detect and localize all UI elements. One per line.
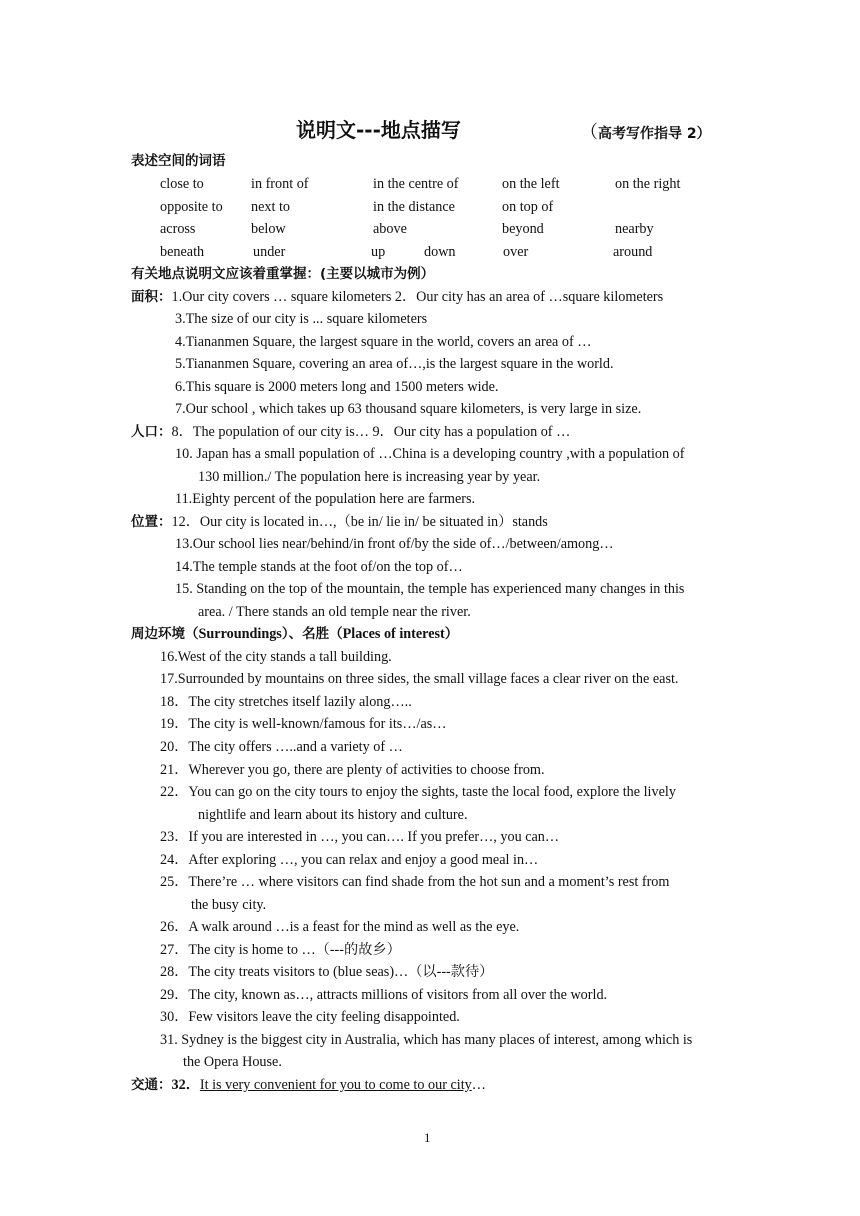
vocab-cell: opposite to <box>160 199 223 215</box>
text-line: 面积：1.Our city covers … square kilometers 2．Our city has an area of …square kilometers <box>131 289 664 305</box>
text-line: 17.Surrounded by mountains on three sides, the small village faces a clear river on the east. <box>160 671 679 687</box>
text-line: 5.Tiananmen Square, covering an area of…,is the largest square in the world. <box>175 356 614 372</box>
text-line: the busy city. <box>191 897 267 913</box>
text-line: 7.Our school , which takes up 63 thousand square kilometers, is very large in size. <box>175 401 642 417</box>
text-line: 30．Few visitors leave the city feeling disappointed. <box>160 1009 460 1025</box>
text-line: 28．The city treats visitors to (blue seas)…（以---款待） <box>160 964 494 980</box>
vocab-cell: above <box>373 221 407 237</box>
vocab-cell: on the left <box>502 176 560 192</box>
text-line: 人口：8．The population of our city is… 9．Our city has a population of … <box>131 424 571 440</box>
text-line: 29．The city, known as…, attracts millions of visitors from all over the world. <box>160 987 608 1003</box>
text-line: 10. Japan has a small population of …China is a developing country ,with a population of <box>175 446 685 462</box>
text-line: 交通：32．It is very convenient for you to come to our city… <box>131 1077 486 1093</box>
vocab-cell: across <box>160 221 196 237</box>
text-line: 18．The city stretches itself lazily along….. <box>160 694 412 710</box>
text-line: 130 million./ The population here is increasing year by year. <box>198 469 541 485</box>
vocab-cell: down <box>424 244 456 260</box>
text-line: 25．There’re … where visitors can find shade from the hot sun and a moment’s rest from <box>160 874 670 890</box>
page-subtitle: （高考写作指导 2） <box>580 122 711 143</box>
vocab-cell: on top of <box>502 199 554 215</box>
text-line: 14.The temple stands at the foot of/on the top of… <box>175 559 463 575</box>
underlined-text: It is very convenient for you to come to our city <box>199 1077 472 1093</box>
surroundings-heading: 周边环境（Surroundings）、名胜（Places of interest） <box>131 626 459 642</box>
text-line: 27．The city is home to …（---的故乡） <box>160 942 401 958</box>
page-title: 说明文---地点描写 <box>296 118 461 142</box>
text-line: 3.The size of our city is ... square kilometers <box>175 311 428 327</box>
vocab-cell: around <box>613 244 653 260</box>
vocab-cell: beyond <box>502 221 544 237</box>
text-line: nightlife and learn about its history and culture. <box>198 807 468 823</box>
text-line: 24．After exploring …, you can relax and enjoy a good meal in… <box>160 852 539 868</box>
vocab-cell: next to <box>251 199 291 215</box>
label-population: 人口： <box>131 424 172 440</box>
vocab-cell: close to <box>160 176 204 192</box>
section-heading: 有关地点说明文应该着重掌握：(主要以城市为例） <box>131 266 435 282</box>
page-number: 1 <box>424 1130 431 1145</box>
vocab-cell: beneath <box>160 244 205 260</box>
text-line: 15. Standing on the top of the mountain, the temple has experienced many changes in this <box>175 581 685 597</box>
text-line: 11.Eighty percent of the population here are farmers. <box>175 491 476 507</box>
text-line: 22．You can go on the city tours to enjoy the sights, taste the local food, explore the lively <box>160 784 676 800</box>
vocab-cell: in front of <box>251 176 309 192</box>
vocab-cell: up <box>371 244 386 260</box>
text-line: the Opera House. <box>183 1054 282 1070</box>
vocab-cell: over <box>503 244 529 260</box>
text-line: 6.This square is 2000 meters long and 1500 meters wide. <box>175 379 499 395</box>
label-location: 位置： <box>131 514 172 530</box>
text-line: 13.Our school lies near/behind/in front of/by the side of…/between/among… <box>175 536 614 552</box>
text-line: 20．The city offers …..and a variety of … <box>160 739 403 755</box>
text-line: 21．Wherever you go, there are plenty of activities to choose from. <box>160 762 545 778</box>
text-line: 19．The city is well-known/famous for its…/as… <box>160 716 447 732</box>
text-line: 4.Tiananmen Square, the largest square in the world, covers an area of … <box>175 334 592 350</box>
text-line: area. / There stands an old temple near the river. <box>198 604 471 620</box>
vocab-cell: in the distance <box>373 199 455 215</box>
text-line: 26．A walk around …is a feast for the mind as well as the eye. <box>160 919 520 935</box>
text-line: 31. Sydney is the biggest city in Australia, which has many places of interest, among which is <box>160 1032 693 1048</box>
text-line: 位置：12．Our city is located in…,（be in/ lie in/ be situated in）stands <box>131 514 548 530</box>
text-line: 16.West of the city stands a tall building. <box>160 649 392 665</box>
vocab-cell: nearby <box>615 221 654 237</box>
vocab-cell: under <box>253 244 286 260</box>
vocab-cell: in the centre of <box>373 176 459 192</box>
label-area: 面积： <box>131 289 172 305</box>
label-transport: 交通： <box>131 1077 172 1093</box>
vocab-heading: 表述空间的词语 <box>131 153 226 169</box>
text-line: 23．If you are interested in …, you can…. If you prefer…, you can… <box>160 829 560 845</box>
vocab-cell: below <box>251 221 286 237</box>
vocab-cell: on the right <box>615 176 681 192</box>
